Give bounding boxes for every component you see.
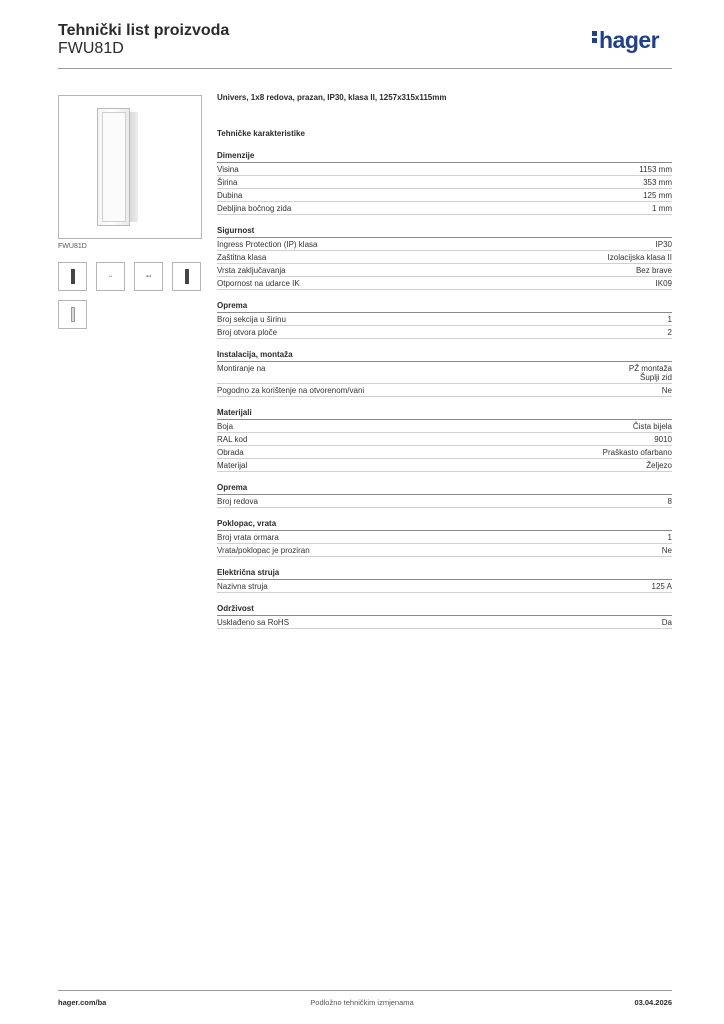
logo-dots-icon	[592, 29, 597, 45]
spec-row	[217, 420, 672, 433]
section-title: Električna struja	[217, 567, 672, 580]
spec-value: Željezo	[646, 461, 672, 470]
spec-row	[217, 459, 672, 472]
spec-row	[217, 531, 672, 544]
spec-row	[217, 495, 672, 508]
spec-section	[217, 518, 672, 557]
spec-value: 125 A	[651, 582, 672, 591]
spec-label: Broj otvora ploče	[217, 328, 278, 337]
cabinet-thumb-icon	[185, 269, 189, 284]
spec-row	[217, 616, 672, 629]
spec-row	[217, 384, 672, 397]
spec-row	[217, 189, 672, 202]
spec-value: 9010	[654, 435, 672, 444]
section-title: Instalacija, montaža	[217, 349, 672, 362]
spec-value: 2	[667, 328, 672, 337]
spec-value: 1153 mm	[639, 165, 672, 174]
spec-label: Vrata/poklopac je proziran	[217, 546, 310, 555]
spec-label: Ingress Protection (IP) klasa	[217, 240, 318, 249]
image-caption: FWU81D	[58, 243, 87, 250]
spec-label: Obrada	[217, 448, 244, 457]
spec-value: 1 mm	[652, 204, 672, 213]
spec-row	[217, 446, 672, 459]
spec-row	[217, 238, 672, 251]
cabinet-thumb-icon	[71, 269, 75, 284]
hager-logo	[592, 27, 659, 54]
document-title: Tehnički list proizvoda	[58, 22, 230, 39]
spec-value: Da	[661, 618, 672, 627]
spec-section	[217, 603, 672, 629]
cabinet-thumb-icon	[71, 307, 75, 322]
section-title: Održivost	[217, 603, 672, 616]
thumbnail-open-view[interactable]	[58, 300, 87, 329]
spec-label: RAL kod	[217, 435, 248, 444]
section-title: Sigurnost	[217, 225, 672, 238]
section-title: Poklopac, vrata	[217, 518, 672, 531]
spec-row	[217, 580, 672, 593]
spec-label: Broj sekcija u širinu	[217, 315, 286, 324]
product-code: FWU81D	[58, 40, 124, 57]
spec-label: Visina	[217, 165, 239, 174]
section-title: Materijali	[217, 407, 672, 420]
header-divider	[58, 68, 672, 69]
spec-sections	[217, 150, 672, 629]
footer-divider	[58, 990, 672, 991]
thumbnail-dimension-drawing-2[interactable]	[134, 262, 163, 291]
spec-section	[217, 482, 672, 508]
spec-label: Boja	[217, 422, 234, 431]
spec-value: 353 mm	[643, 178, 672, 187]
thumbnail-dimension-drawing[interactable]	[96, 262, 125, 291]
spec-label: Otpornost na udarce IK	[217, 279, 300, 288]
spec-section	[217, 150, 672, 215]
logo-text: hager	[599, 27, 660, 53]
spec-value: 1	[667, 533, 672, 542]
spec-row	[217, 433, 672, 446]
spec-label: Usklađeno sa RoHS	[217, 618, 290, 627]
spec-row	[217, 362, 672, 384]
spec-row	[217, 176, 672, 189]
spec-row	[217, 313, 672, 326]
spec-label: Širina	[217, 178, 238, 187]
spec-value: IP30	[655, 240, 672, 249]
spec-row	[217, 544, 672, 557]
spec-section	[217, 300, 672, 339]
section-title: Oprema	[217, 482, 672, 495]
spec-section	[217, 407, 672, 472]
spec-label: Dubina	[217, 191, 243, 200]
section-title: Dimenzije	[217, 150, 672, 163]
spec-label: Nazivna struja	[217, 582, 268, 591]
spec-value: 8	[667, 497, 672, 506]
spec-content	[217, 92, 672, 639]
spec-label: Broj redova	[217, 497, 258, 506]
characteristics-heading: Tehničke karakteristike	[217, 129, 305, 138]
footer-date: 03.04.2026	[634, 998, 672, 1007]
cabinet-illustration	[97, 108, 130, 226]
product-description: Univers, 1x8 redova, prazan, IP30, klasa II, 1257x315x115mm	[217, 93, 447, 102]
spec-label: Debljina bočnog zida	[217, 204, 292, 213]
spec-section	[217, 349, 672, 397]
footer-website-link[interactable]: hager.com/ba	[58, 998, 107, 1007]
spec-label: Pogodno za korištenje na otvorenom/vani	[217, 386, 365, 395]
section-title: Oprema	[217, 300, 672, 313]
spec-value: Praškasto ofarbano	[602, 448, 672, 457]
spec-value: Izolacijska klasa II	[607, 253, 672, 262]
spec-row	[217, 264, 672, 277]
spec-row	[217, 202, 672, 215]
spec-section	[217, 225, 672, 290]
spec-row	[217, 326, 672, 339]
cabinet-door	[102, 112, 126, 222]
spec-value: Čista bijela	[632, 422, 672, 431]
spec-section	[217, 567, 672, 593]
spec-row	[217, 163, 672, 176]
spec-value: 1	[667, 315, 672, 324]
product-image	[58, 95, 202, 239]
spec-label: Montiranje na	[217, 364, 266, 373]
spec-value: Bez brave	[635, 266, 672, 275]
spec-value: Ne	[661, 546, 672, 555]
spec-label: Vrsta zaključavanja	[217, 266, 286, 275]
cabinet-side	[130, 112, 138, 222]
dimension-drawing-icon: ↔	[107, 273, 114, 279]
spec-label: Materijal	[217, 461, 248, 470]
spec-value: 125 mm	[643, 191, 672, 200]
thumbnail-front-view[interactable]	[58, 262, 87, 291]
spec-row	[217, 277, 672, 290]
dimension-drawing-icon: ↤	[145, 274, 152, 280]
footer-note: Podložno tehničkim izmjenama	[310, 998, 414, 1007]
spec-value: PŽ montaža Šuplji zid	[628, 364, 672, 382]
thumbnail-side-view[interactable]	[172, 262, 201, 291]
spec-label: Zaštitna klasa	[217, 253, 267, 262]
spec-value: Ne	[661, 386, 672, 395]
spec-row	[217, 251, 672, 264]
spec-label: Broj vrata ormara	[217, 533, 279, 542]
spec-value: IK09	[655, 279, 672, 288]
